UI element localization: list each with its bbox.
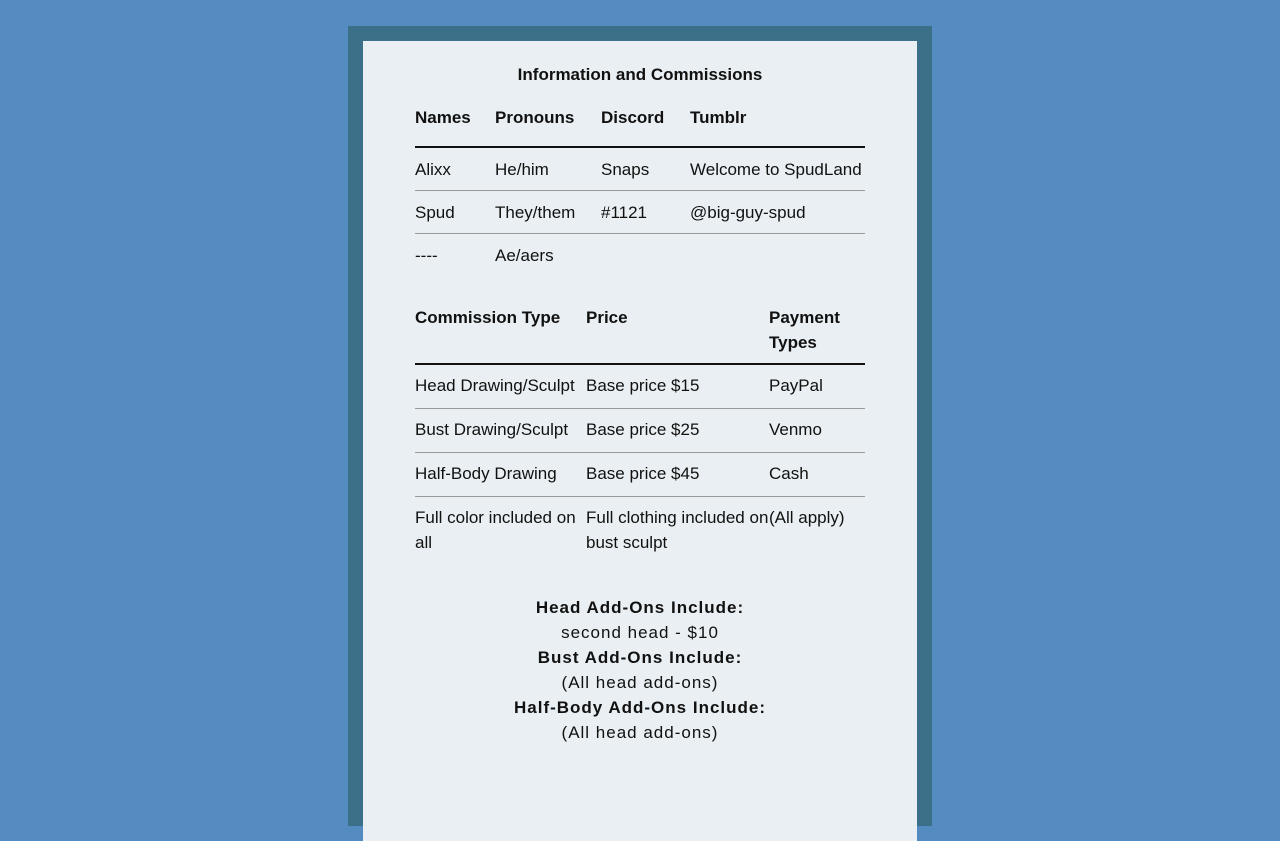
addon-heading-bust: Bust Add-Ons Include:	[537, 648, 743, 667]
table-cell: Venmo	[769, 420, 822, 439]
table-row	[415, 409, 865, 453]
commission-table-header-row	[415, 305, 865, 364]
table-cell: Spud	[415, 202, 455, 222]
addon-text-bust: (All head add-ons)	[561, 673, 719, 692]
addon-text-half-body: (All head add-ons)	[561, 723, 719, 742]
table-cell: Snaps	[601, 160, 650, 179]
table-row	[415, 147, 865, 190]
column-header-names: Names	[415, 108, 471, 127]
table-row	[415, 233, 865, 276]
table-cell: Base price $15	[586, 376, 700, 395]
table-cell: Cash	[769, 464, 809, 483]
addon-heading-half-body: Half-Body Add-Ons Include:	[513, 698, 767, 717]
column-header-payment-types: Payment Types	[769, 308, 840, 352]
addon-text-head: second head - $10	[561, 623, 719, 642]
table-cell: Full color included on all	[415, 508, 576, 552]
table-cell: Ae/aers	[495, 245, 554, 265]
page-frame	[348, 26, 932, 826]
table-row	[415, 497, 865, 566]
table-cell: Head Drawing/Sculpt	[415, 376, 575, 395]
table-cell: @big-guy-spud	[690, 202, 806, 222]
column-header-commission-type: Commission Type	[415, 308, 561, 327]
table-cell: Half-Body Drawing	[415, 464, 557, 483]
table-cell: They/them	[495, 202, 576, 222]
addon-heading-head: Head Add-Ons Include:	[535, 598, 745, 617]
column-header-price: Price	[586, 308, 628, 327]
table-cell: Alixx	[415, 160, 451, 179]
table-cell: ----	[415, 245, 438, 265]
content-column	[415, 41, 865, 745]
table-row	[415, 190, 865, 233]
column-header-pronouns: Pronouns	[495, 108, 575, 127]
table-cell: #1121	[601, 202, 648, 222]
table-cell: Full clothing included on bust sculpt	[586, 508, 769, 552]
info-table-header-row	[415, 108, 865, 147]
table-cell	[690, 233, 865, 276]
table-cell: Bust Drawing/Sculpt	[415, 420, 569, 439]
table-row	[415, 453, 865, 497]
column-header-tumblr: Tumblr	[690, 108, 747, 127]
table-row	[415, 364, 865, 409]
table-cell: (All apply)	[769, 508, 845, 527]
table-cell: Base price $45	[586, 464, 700, 483]
content-card	[363, 41, 917, 841]
info-table	[415, 108, 865, 276]
column-header-discord: Discord	[601, 108, 665, 127]
table-cell	[601, 233, 690, 276]
table-cell: Base price $25	[586, 420, 700, 439]
table-cell: He/him	[495, 160, 549, 179]
table-cell: PayPal	[769, 376, 823, 395]
addons-section	[415, 595, 865, 745]
page-title: Information and Commissions	[517, 65, 763, 84]
table-cell: Welcome to SpudLand	[690, 160, 862, 179]
commission-table	[415, 305, 865, 565]
